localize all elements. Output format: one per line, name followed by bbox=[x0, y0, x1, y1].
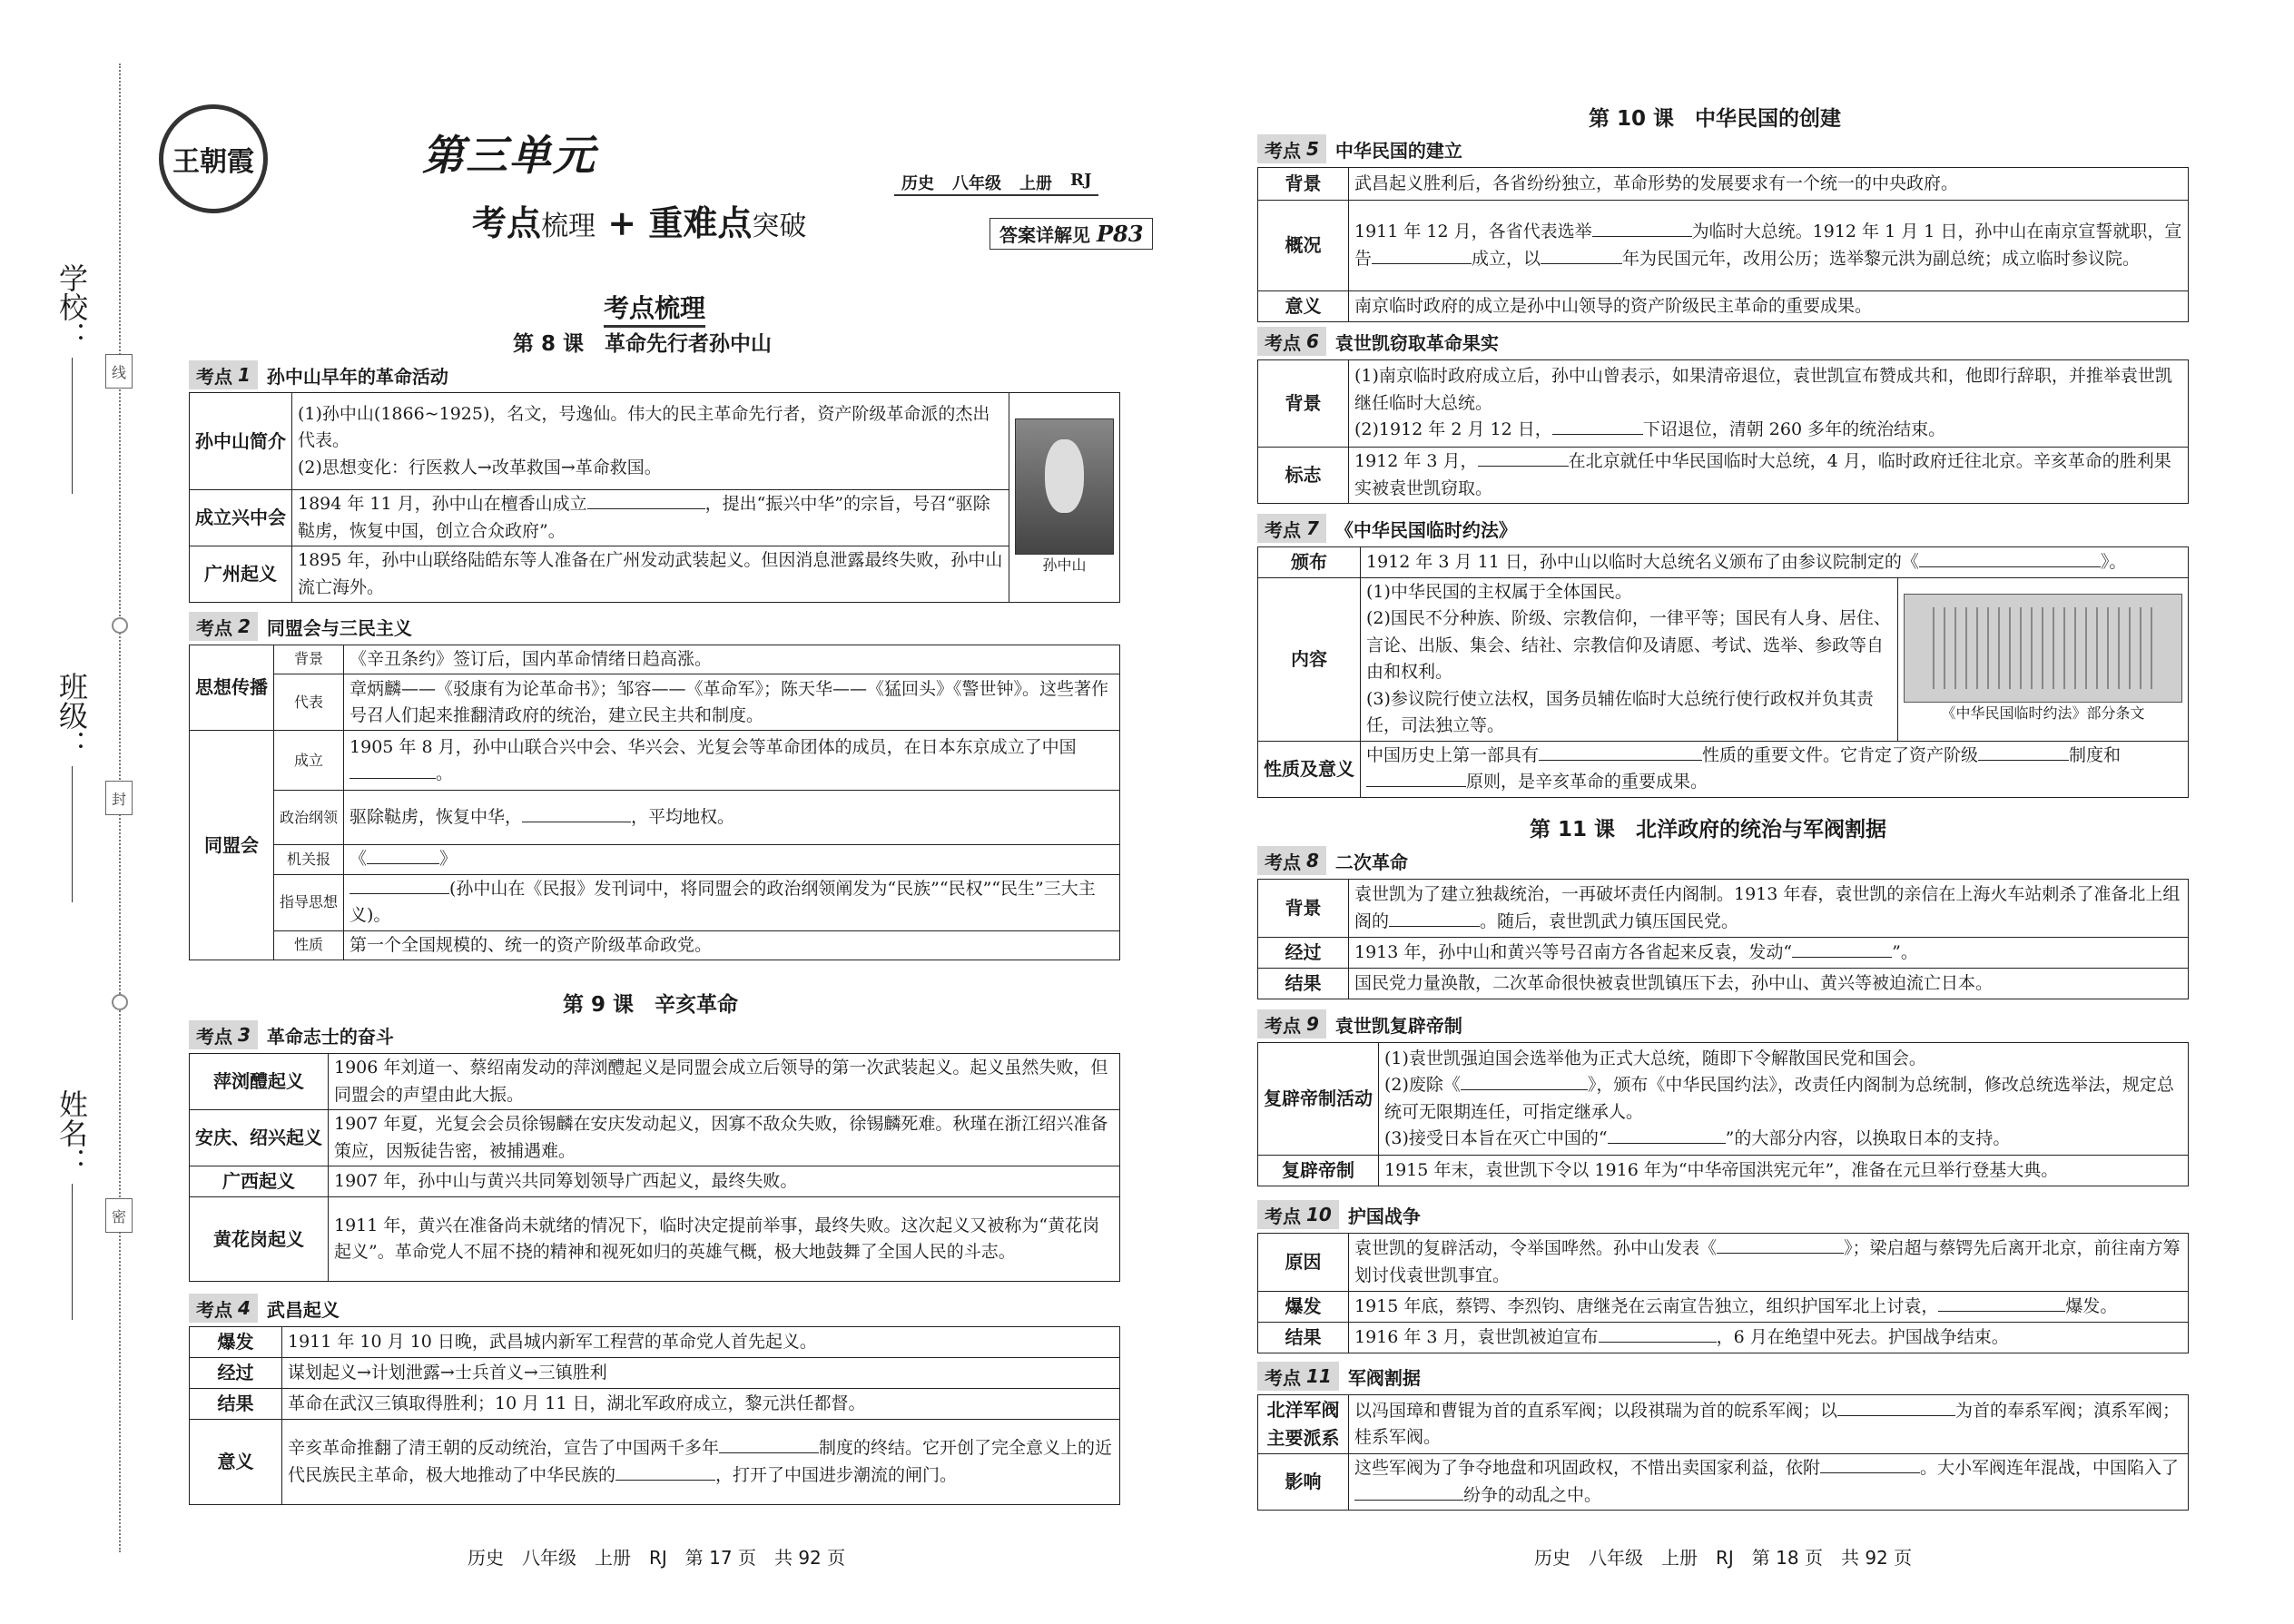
section-banner: 考点梳理 + 重难点突破 bbox=[472, 202, 807, 243]
kaodian-6: 考点 6 袁世凯窃取革命果实 bbox=[1257, 327, 1499, 356]
table-kaodian-10: 原因 袁世凯的复辟活动，令举国哗然。孙中山发表《 》；梁启超与蔡锷先后离开北京，前往南方筹划讨伐袁世凯事宜。 爆发 1915 年底，蔡锷、李烈钧、唐继尧在云南宣告独立，组织护国军北上讨袁， 爆发。 结果 1916 年 3 月，袁世凯被迫宣布 ，6 月在绝望中死去。护国战争结束。 bbox=[1257, 1233, 2189, 1353]
table-kaodian-4: 爆发 1911 年 10 月 10 日晚，武昌城内新军工程营的革命党人首先起义。 经过 谋划起义→计划泄露→士兵首义→三镇胜利 结果 革命在武汉三镇取得胜利；10 月 11 日，湖北军政府成立，黎元洪任都督。 意义 辛亥革命推翻了清王朝的反动统治，宣告了中国两千多年 制度的终结。它开创了完全意义上的近代民族民主革命，极大地推动了中华民族的 ，打开了中国进步潮流的闸门。 bbox=[189, 1326, 1120, 1505]
section-heading: 考点梳理 bbox=[604, 289, 705, 328]
table-kaodian-11: 北洋军阀主要派系 以冯国璋和曹锟为首的直系军阀；以段祺瑞为首的皖系军阀；以 为首的奉系军阀；滇系军阀；桂系军阀。 影响 这些军阀为了争夺地盘和巩固政权，不惜出卖国家利益，依附 。大小军阀连年混战，中国陷入了纷争的动乱之中。 bbox=[1257, 1394, 2189, 1511]
table-kaodian-7: 颁布 1912 年 3 月 11 日，孙中山以临时大总统名义颁布了由参议院制定的《 》。 内容 (1)中华民国的主权属于全体国民。 (2)国民不分种族、阶级、宗教信仰，一律平等；国民有人身、居住、言论、出版、集会、结社、宗教信仰及请愿、考试、选举、参政等自由和权利。 (3)参议院行使立法权，国务员辅佐临时大总统行使行政权并负其责任，司法独立等。 《中华民国临时约法》部分条文 性质及意义 中国历史上第一部具有 性质的重要文件。它肯定了资产阶级 制度和原则，是辛亥革命的重要成果。 bbox=[1257, 546, 2189, 798]
kaodian-8: 考点 8 二次革命 bbox=[1257, 846, 1408, 875]
table-kaodian-8: 背景 袁世凯为了建立独裁统治，一再破坏责任内阁制。1913 年春，袁世凯的亲信在上海火车站刺杀了准备北上组阁的 。随后，袁世凯武力镇压国民党。 经过 1913 年，孙中山和黄兴等号召南方各省起来反袁，发动“ ”。 结果 国民党力量涣散，二次革命很快被袁世凯镇压下去，孙中山、黄兴等被迫流亡日本。 bbox=[1257, 879, 2189, 999]
table-kaodian-6: 背景 (1)南京临时政府成立后，孙中山曾表示，如果清帝退位，袁世凯宣布赞成共和，他即行辞职，并推举袁世凯继任临时大总统。 (2)1912 年 2 月 12 日， 下诏退位，清朝 260 多年的统治结束。 标志 1912 年 3 月， 在北京就任中华民国临时大总统，4 月，临时政府迁往北京。辛亥革命的胜利果实被袁世凯窃取。 bbox=[1257, 359, 2189, 504]
book-meta: 历史 八年级 上册 RJ bbox=[894, 171, 1098, 196]
table-kaodian-3: 萍浏醴起义 1906 年刘道一、蔡绍南发动的萍浏醴起义是同盟会成立后领导的第一次武装起义。起义虽然失败，但同盟会的声望由此大振。 安庆、绍兴起义 1907 年夏，光复会会员徐锡麟在安庆发动起义，因寡不敌众失败，徐锡麟死难。秋瑾在浙江绍兴准备策应，因叛徒告密，被捕遇难。 广西起义 1907 年，孙中山与黄兴共同筹划领导广西起义，最终失败。 黄花岗起义 1911 年，黄兴在准备尚未就绪的情况下，临时决定提前举事，最终失败。这次起义又被称为“黄花岗起义”。革命党人不屈不挠的精神和视死如归的英雄气概，极大地鼓舞了全国人民的斗志。 bbox=[189, 1053, 1120, 1282]
answer-ref: 答案详解见 P83 bbox=[989, 218, 1153, 250]
seal-xian: 线 bbox=[105, 354, 133, 389]
lesson-9-title: 第 9 课 辛亥革命 bbox=[563, 993, 739, 1017]
brand-logo: 王朝霞 bbox=[159, 104, 268, 213]
sun-yatsen-photo bbox=[1015, 418, 1114, 555]
kaodian-10: 考点 10 护国战争 bbox=[1257, 1200, 1421, 1229]
seal-mi: 密 bbox=[105, 1198, 133, 1233]
kaodian-11: 考点 11 军阀割据 bbox=[1257, 1362, 1421, 1391]
unit-title: 第三单元 bbox=[422, 131, 596, 180]
kaodian-7: 考点 7 《中华民国临时约法》 bbox=[1257, 514, 1517, 543]
table-kaodian-5: 背景 武昌起义胜利后，各省纷纷独立，革命形势的发展要求有一个统一的中央政府。 概况 1911 年 12 月，各省代表选举 为临时大总统。1912 年 1 月 1 日，孙中山在南京宣誓就职，宣告 成立，以 年为民国元年，改用公历；选举黎元洪为副总统；成立临时参议院。 意义 南京临时政府的成立是孙中山领导的资产阶级民主革命的重要成果。 bbox=[1257, 167, 2189, 322]
table-kaodian-9: 复辟帝制活动 (1)袁世凯强迫国会选举他为正式大总统，随即下令解散国民党和国会。 (2)废除《 》，颁布《中华民国约法》，改责任内阁制为总统制，修改总统选举法，规定总统可无限期连任，可指定继承人。 (3)接受日本旨在灭亡中国的“ ”的大部分内容，以换取日本的支持。 复辟帝制 1915 年末，袁世凯下令以 1916 年为“中华帝国洪宪元年”，准备在元旦举行登基大典。 bbox=[1257, 1042, 2189, 1186]
school-field[interactable]: 学校： bbox=[56, 263, 93, 494]
class-field[interactable]: 班级： bbox=[56, 672, 93, 902]
lesson-11-title: 第 11 课 北洋政府的统治与军阀割据 bbox=[1530, 818, 1887, 842]
kaodian-9: 考点 9 袁世凯复辟帝制 bbox=[1257, 1009, 1462, 1038]
constitution-document-image bbox=[1904, 594, 2182, 703]
seal-feng: 封 bbox=[105, 781, 133, 815]
lesson-8-title: 第 8 课 革命先行者孙中山 bbox=[513, 332, 773, 356]
kaodian-4: 考点 4 武昌起义 bbox=[189, 1294, 340, 1323]
kaodian-5: 考点 5 中华民国的建立 bbox=[1257, 134, 1462, 163]
binding-ring-icon bbox=[112, 994, 128, 1010]
name-field[interactable]: 姓名： bbox=[56, 1089, 93, 1320]
lesson-10-title: 第 10 课 中华民国的创建 bbox=[1589, 107, 1842, 131]
table-kaodian-2: 思想传播 背景 《辛丑条约》签订后，国内革命情绪日趋高涨。 代表 章炳麟——《驳康有为论革命书》；邹容——《革命军》；陈天华——《猛回头》《警世钟》。这些著作号召人们起来推翻清政府的统治，建立民主共和制度。 同盟会 成立 1905 年 8 月，孙中山联合兴中会、华兴会、光复会等革命团体的成员，在日本东京成立了中国。 政治纲领 驱除鞑虏，恢复中华， ，平均地权。 机关报 《 》 指导思想 (孙中山在《民报》发刊词中，将同盟会的政治纲领阐发为“民族”“民权”“民生”三大主义)。 性质 第一个全国规模的、统一的资产阶级革命政党。 bbox=[189, 645, 1120, 960]
page-footer-right: 历史 八年级 上册 RJ 第 18 页 共 92 页 bbox=[1534, 1547, 1913, 1569]
table-kaodian-1: 孙中山简介 (1)孙中山(1866~1925)，名文，号逸仙。伟大的民主革命先行者，资产阶级革命派的杰出代表。 (2)思想变化：行医救人→改革救国→革命救国。 孙中山 成立兴中会 1894 年 11 月，孙中山在檀香山成立 ，提出“振兴中华”的宗旨，号召“驱除鞑虏，恢复中国，创立合众政府”。 广州起义 1895 年，孙中山联络陆皓东等人准备在广州发动武装起义。但因消息泄露最终失败，孙中山流亡海外。 bbox=[189, 392, 1120, 603]
page-footer-left: 历史 八年级 上册 RJ 第 17 页 共 92 页 bbox=[468, 1547, 846, 1569]
binding-ring-icon bbox=[112, 617, 128, 634]
kaodian-2: 考点 2 同盟会与三民主义 bbox=[189, 612, 412, 641]
kaodian-3: 考点 3 革命志士的奋斗 bbox=[189, 1020, 394, 1049]
kaodian-1: 考点 1 孙中山早年的革命活动 bbox=[189, 360, 448, 389]
